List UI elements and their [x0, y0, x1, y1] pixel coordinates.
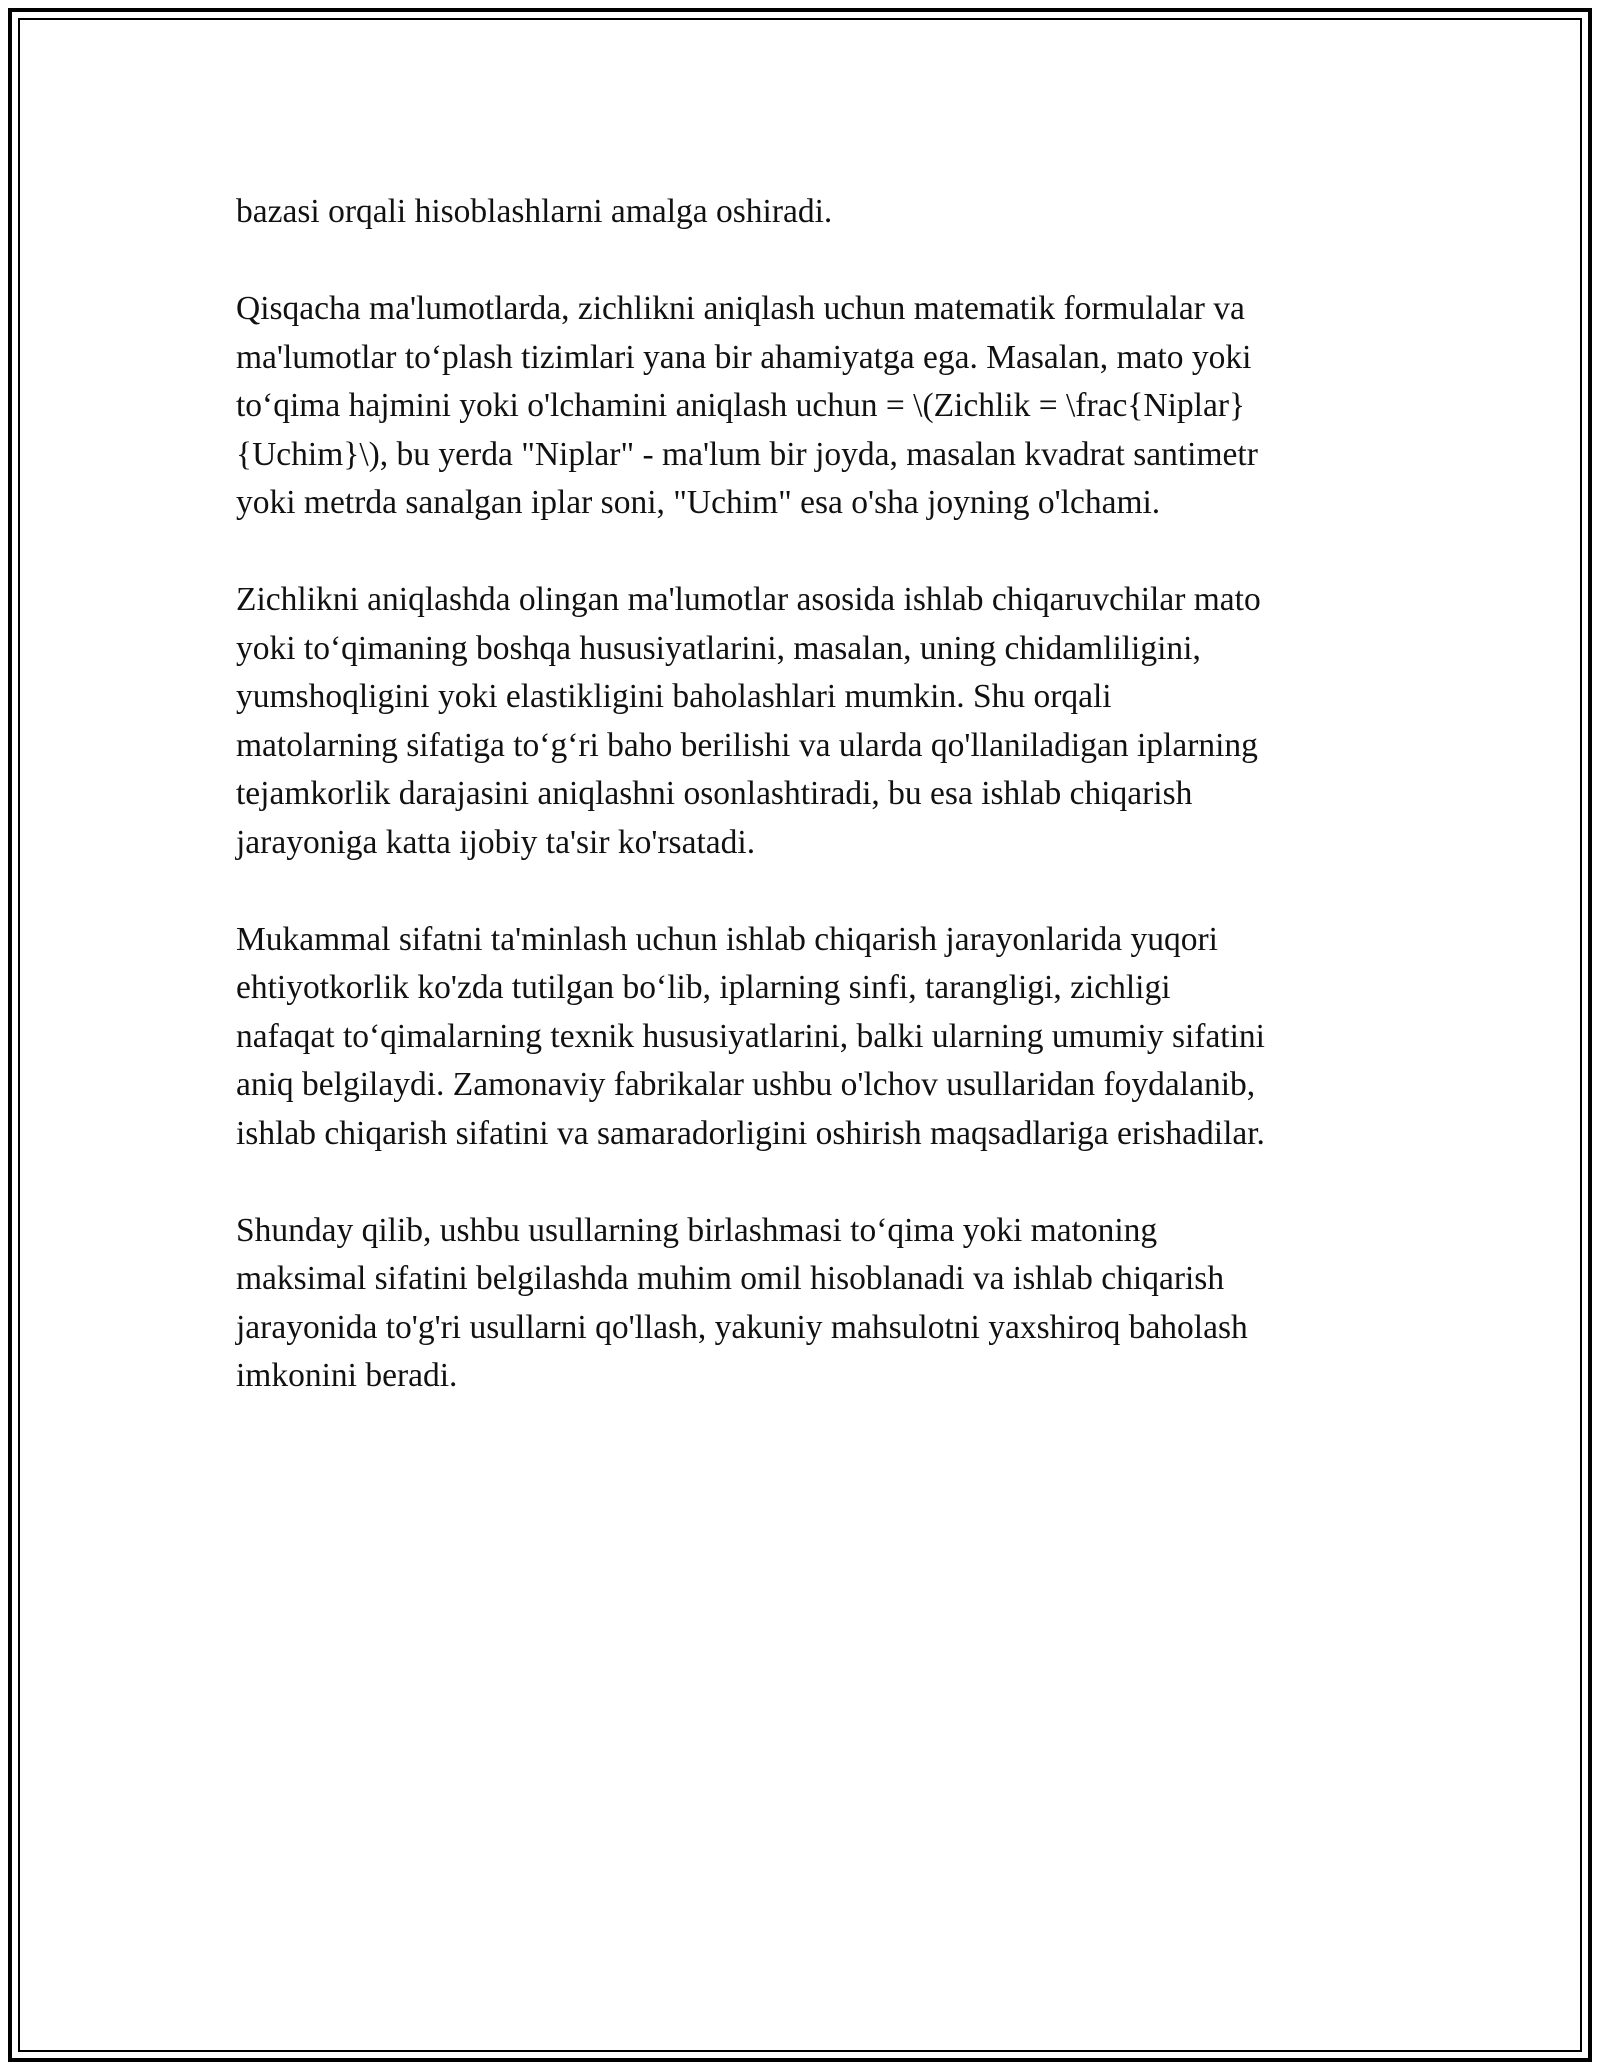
document-body: [236, 188, 1366, 1449]
paragraph-3: Zichlikni aniqlashda olingan ma'lumotlar asosida ishlab chiqaruvchilar mato yoki to‘qimaning boshqa hususiyatlarini, masalan, uning chidamliligini, yumshoqligini yoki elastikligini baholashlari mumkin. Shu orqali matolarning sifatiga to‘g‘ri baho berilishi va ularda qo'llaniladigan iplarning tejamkorlik darajasini aniqlashni osonlashtiradi, bu esa ishlab chiqarish jarayoniga katta ijobiy ta'sir ko'rsatadi.: [236, 581, 1261, 861]
paragraph-2: Qisqacha ma'lumotlarda, zichlikni aniqlash uchun matematik formulalar va ma'lumotlar to‘plash tizimlari yana bir ahamiyatga ega. Masalan, mato yoki to‘qima hajmini yoki o'lchamini aniqlash uchun = \(Zichlik = \frac{Niplar} {Uchim}\), bu yerda "Niplar" - ma'lum bir joyda, masalan kvadrat santimetr yoki metrda sanalgan iplar soni, "Uchim" esa o'sha joyning o'lchami.: [236, 290, 1258, 521]
paragraph-5: Shunday qilib, ushbu usullarning birlashmasi to‘qima yoki matoning maksimal sifatini belgilashda muhim omil hisoblanadi va ishlab chiqarish jarayonida to'g'ri usullarni qo'llash, yakuniy mahsulotni yaxshiroq baholash imkonini beradi.: [236, 1211, 1248, 1394]
paragraph-4: Mukammal sifatni ta'minlash uchun ishlab chiqarish jarayonlarida yuqori ehtiyotkorlik ko'zda tutilgan bo‘lib, iplarning sinfi, tarangligi, zichligi nafaqat to‘qimalarning texnik hususiyatlarini, balki ularning umumiy sifatini aniq belgilaydi. Zamonaviy fabrikalar ushbu o'lchov usullaridan foydalanib, ishlab chiqarish sifatini va samaradorligini oshirish maqsadlariga erishadilar.: [236, 920, 1265, 1152]
paragraph-1: bazasi orqali hisoblashlarni amalga oshiradi.: [236, 193, 833, 230]
